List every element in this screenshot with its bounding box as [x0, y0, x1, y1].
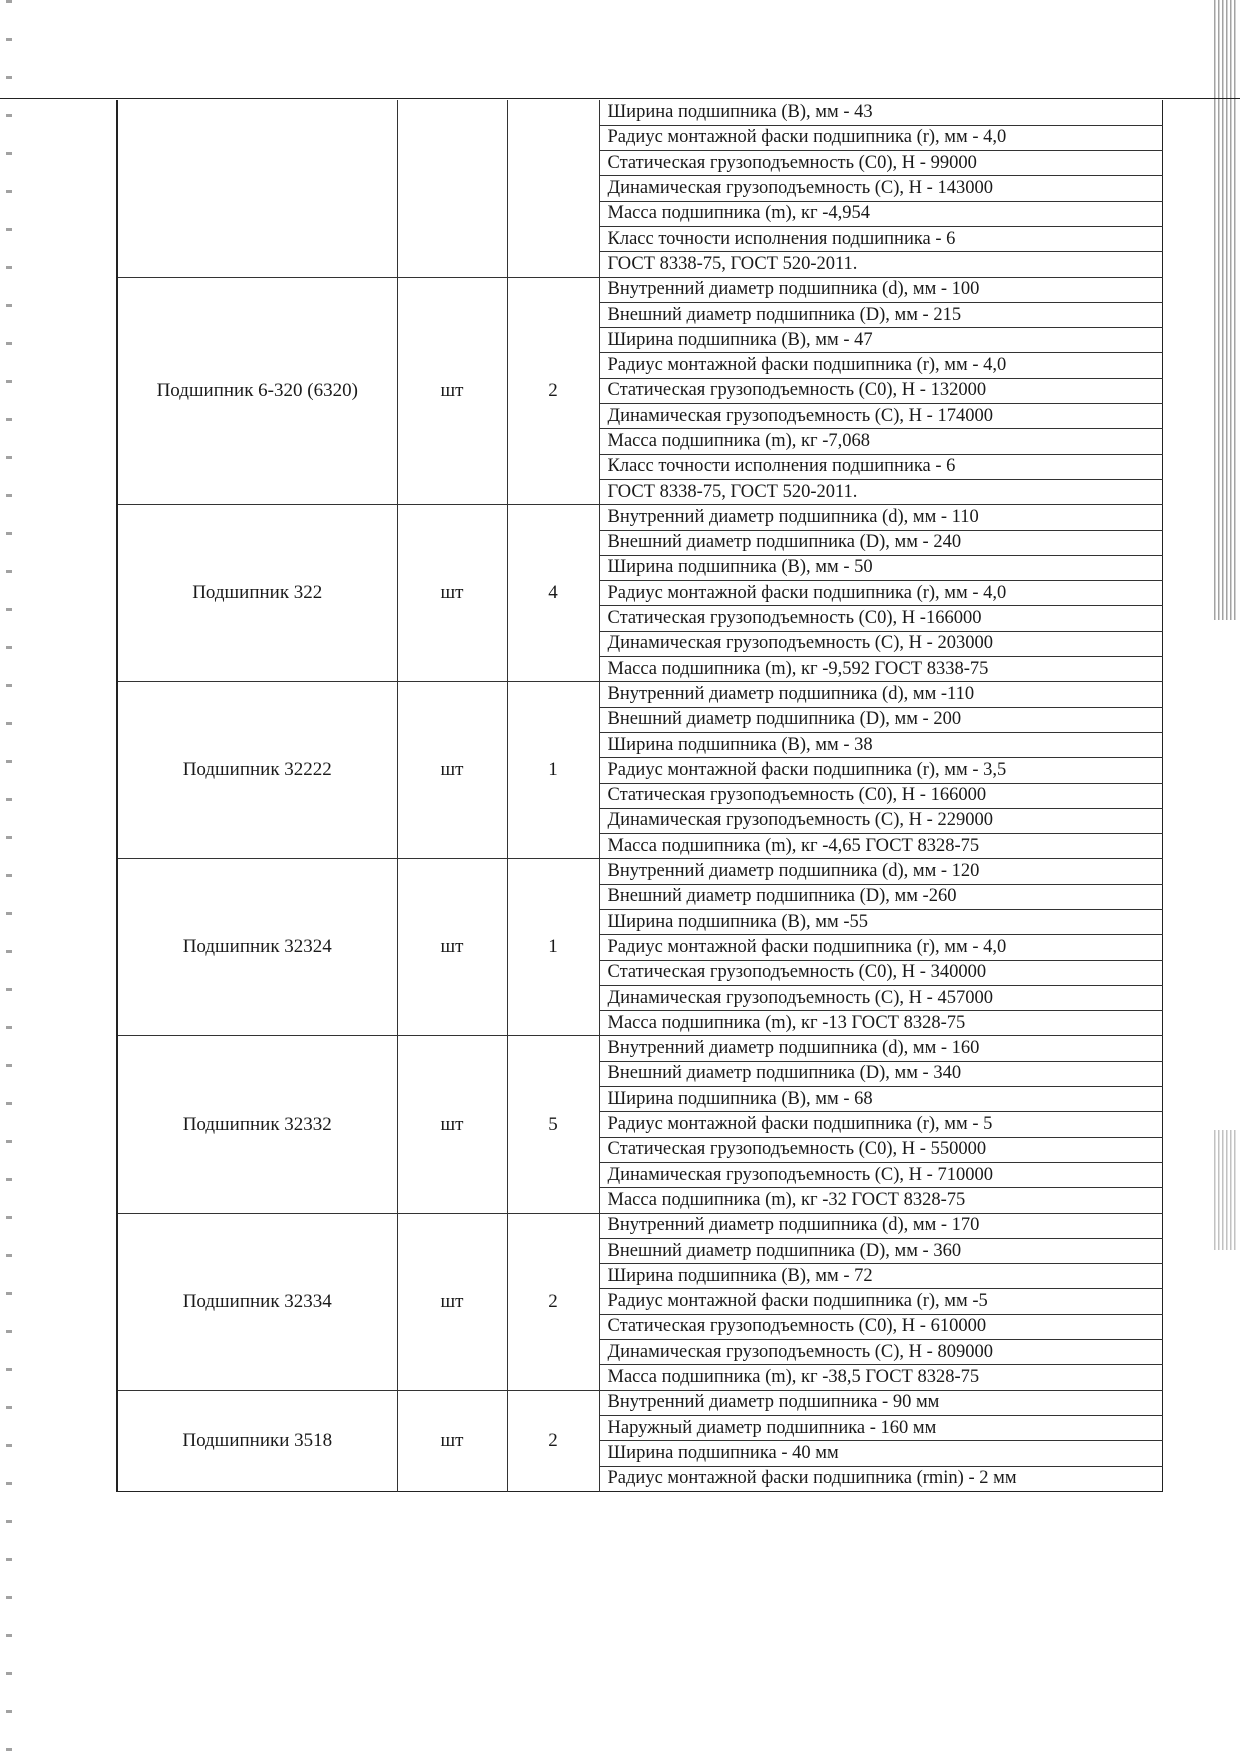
item-qty-cell: 2 — [507, 1213, 599, 1390]
table-row — [117, 1036, 1162, 1061]
spec-cell: Масса подшипника (m), кг -13 ГОСТ 8328-75 — [599, 1011, 1162, 1036]
spec-cell: Динамическая грузоподъемность (C), Н - 174000 — [599, 404, 1162, 429]
item-name-cell: Подшипник 6-320 (6320) — [117, 277, 397, 505]
item-name-cell: Подшипник 32324 — [117, 859, 397, 1036]
table-row — [117, 1213, 1162, 1238]
spec-cell: Внутренний диаметр подшипника (d), мм - 160 — [599, 1036, 1162, 1061]
spec-cell: Радиус монтажной фаски подшипника (r), мм - 5 — [599, 1112, 1162, 1137]
spec-cell: Динамическая грузоподъемность (C), Н - 229000 — [599, 808, 1162, 833]
spec-cell: ГОСТ 8338-75, ГОСТ 520-2011. — [599, 479, 1162, 504]
table-row — [117, 682, 1162, 707]
spec-cell: Ширина подшипника (B), мм - 43 — [599, 100, 1162, 125]
scan-margin-right-barcode — [1214, 0, 1236, 620]
spec-cell: Статическая грузоподъемность (C0), Н - 610000 — [599, 1314, 1162, 1339]
item-unit-cell: шт — [397, 1036, 507, 1213]
spec-cell: Динамическая грузоподъемность (C), Н - 710000 — [599, 1162, 1162, 1187]
item-unit-cell: шт — [397, 505, 507, 682]
spec-cell: Статическая грузоподъемность (C0), Н - 132000 — [599, 378, 1162, 403]
spec-cell: Радиус монтажной фаски подшипника (r), мм -5 — [599, 1289, 1162, 1314]
item-name-cell — [117, 100, 397, 277]
spec-cell: Внутренний диаметр подшипника - 90 мм — [599, 1390, 1162, 1415]
spec-cell: Ширина подшипника (B), мм - 68 — [599, 1087, 1162, 1112]
table-row — [117, 100, 1162, 125]
item-qty-cell: 1 — [507, 682, 599, 859]
item-qty-cell: 2 — [507, 277, 599, 505]
spec-cell: Ширина подшипника (B), мм - 47 — [599, 328, 1162, 353]
spec-cell: Масса подшипника (m), кг -32 ГОСТ 8328-75 — [599, 1188, 1162, 1213]
item-name-cell: Подшипник 322 — [117, 505, 397, 682]
table-row — [117, 1390, 1162, 1415]
spec-cell: Внутренний диаметр подшипника (d), мм - 170 — [599, 1213, 1162, 1238]
spec-cell: Статическая грузоподъемность (C0), Н -166000 — [599, 606, 1162, 631]
spec-cell: Внутренний диаметр подшипника (d), мм -110 — [599, 682, 1162, 707]
spec-cell: Статическая грузоподъемность (C0), Н - 340000 — [599, 960, 1162, 985]
item-qty-cell: 1 — [507, 859, 599, 1036]
bearing-spec-table — [116, 100, 1163, 1492]
spec-cell: Динамическая грузоподъемность (C), Н - 203000 — [599, 631, 1162, 656]
spec-cell: Статическая грузоподъемность (C0), Н - 550000 — [599, 1137, 1162, 1162]
spec-cell: Класс точности исполнения подшипника - 6 — [599, 226, 1162, 251]
spec-cell: Внешний диаметр подшипника (D), мм - 240 — [599, 530, 1162, 555]
scan-margin-right-lower — [1214, 1130, 1236, 1250]
item-name-cell: Подшипник 32332 — [117, 1036, 397, 1213]
spec-cell: Масса подшипника (m), кг -38,5 ГОСТ 8328-75 — [599, 1365, 1162, 1390]
item-name-cell: Подшипник 32334 — [117, 1213, 397, 1390]
item-qty-cell: 2 — [507, 1390, 599, 1491]
spec-cell: Ширина подшипника (B), мм -55 — [599, 910, 1162, 935]
spec-cell: Внешний диаметр подшипника (D), мм - 340 — [599, 1061, 1162, 1086]
spec-cell: Радиус монтажной фаски подшипника (rmin) - 2 мм — [599, 1466, 1162, 1491]
spec-cell: Внешний диаметр подшипника (D), мм -260 — [599, 884, 1162, 909]
item-unit-cell: шт — [397, 859, 507, 1036]
spec-cell: Наружный диаметр подшипника - 160 мм — [599, 1415, 1162, 1440]
item-qty-cell — [507, 100, 599, 277]
spec-cell: Ширина подшипника (B), мм - 50 — [599, 555, 1162, 580]
page-top-rule — [0, 98, 1240, 99]
spec-cell: Ширина подшипника (B), мм - 72 — [599, 1264, 1162, 1289]
spec-cell: Динамическая грузоподъемность (C), Н - 809000 — [599, 1340, 1162, 1365]
item-unit-cell: шт — [397, 682, 507, 859]
spec-cell: Ширина подшипника (B), мм - 38 — [599, 732, 1162, 757]
spec-cell: Внешний диаметр подшипника (D), мм - 200 — [599, 707, 1162, 732]
table-row — [117, 505, 1162, 530]
spec-cell: Радиус монтажной фаски подшипника (r), мм - 3,5 — [599, 758, 1162, 783]
item-unit-cell: шт — [397, 1213, 507, 1390]
item-qty-cell: 5 — [507, 1036, 599, 1213]
spec-cell: Ширина подшипника - 40 мм — [599, 1441, 1162, 1466]
item-name-cell: Подшипники 3518 — [117, 1390, 397, 1491]
spec-cell: Радиус монтажной фаски подшипника (r), мм - 4,0 — [599, 353, 1162, 378]
spec-cell: Динамическая грузоподъемность (C), Н - 143000 — [599, 176, 1162, 201]
spec-cell: Внешний диаметр подшипника (D), мм - 360 — [599, 1238, 1162, 1263]
item-unit-cell: шт — [397, 277, 507, 505]
spec-cell: Масса подшипника (m), кг -9,592 ГОСТ 8338-75 — [599, 657, 1162, 682]
spec-cell: ГОСТ 8338-75, ГОСТ 520-2011. — [599, 252, 1162, 277]
spec-cell: Масса подшипника (m), кг -7,068 — [599, 429, 1162, 454]
item-name-cell: Подшипник 32222 — [117, 682, 397, 859]
spec-cell: Статическая грузоподъемность (C0), Н - 166000 — [599, 783, 1162, 808]
item-unit-cell — [397, 100, 507, 277]
spec-cell: Радиус монтажной фаски подшипника (r), мм - 4,0 — [599, 935, 1162, 960]
spec-cell: Масса подшипника (m), кг -4,65 ГОСТ 8328-75 — [599, 834, 1162, 859]
item-unit-cell: шт — [397, 1390, 507, 1491]
scan-margin-left — [6, 0, 12, 1754]
spec-cell: Внешний диаметр подшипника (D), мм - 215 — [599, 302, 1162, 327]
spec-cell: Класс точности исполнения подшипника - 6 — [599, 454, 1162, 479]
table-row — [117, 859, 1162, 884]
spec-cell: Внутренний диаметр подшипника (d), мм - 120 — [599, 859, 1162, 884]
spec-cell: Радиус монтажной фаски подшипника (r), мм - 4,0 — [599, 125, 1162, 150]
table-row — [117, 277, 1162, 302]
spec-cell: Масса подшипника (m), кг -4,954 — [599, 201, 1162, 226]
spec-cell: Динамическая грузоподъемность (C), Н - 457000 — [599, 985, 1162, 1010]
spec-cell: Статическая грузоподъемность (C0), Н - 99000 — [599, 151, 1162, 176]
item-qty-cell: 4 — [507, 505, 599, 682]
spec-cell: Внутренний диаметр подшипника (d), мм - 100 — [599, 277, 1162, 302]
spec-cell: Внутренний диаметр подшипника (d), мм - 110 — [599, 505, 1162, 530]
spec-cell: Радиус монтажной фаски подшипника (r), мм - 4,0 — [599, 581, 1162, 606]
